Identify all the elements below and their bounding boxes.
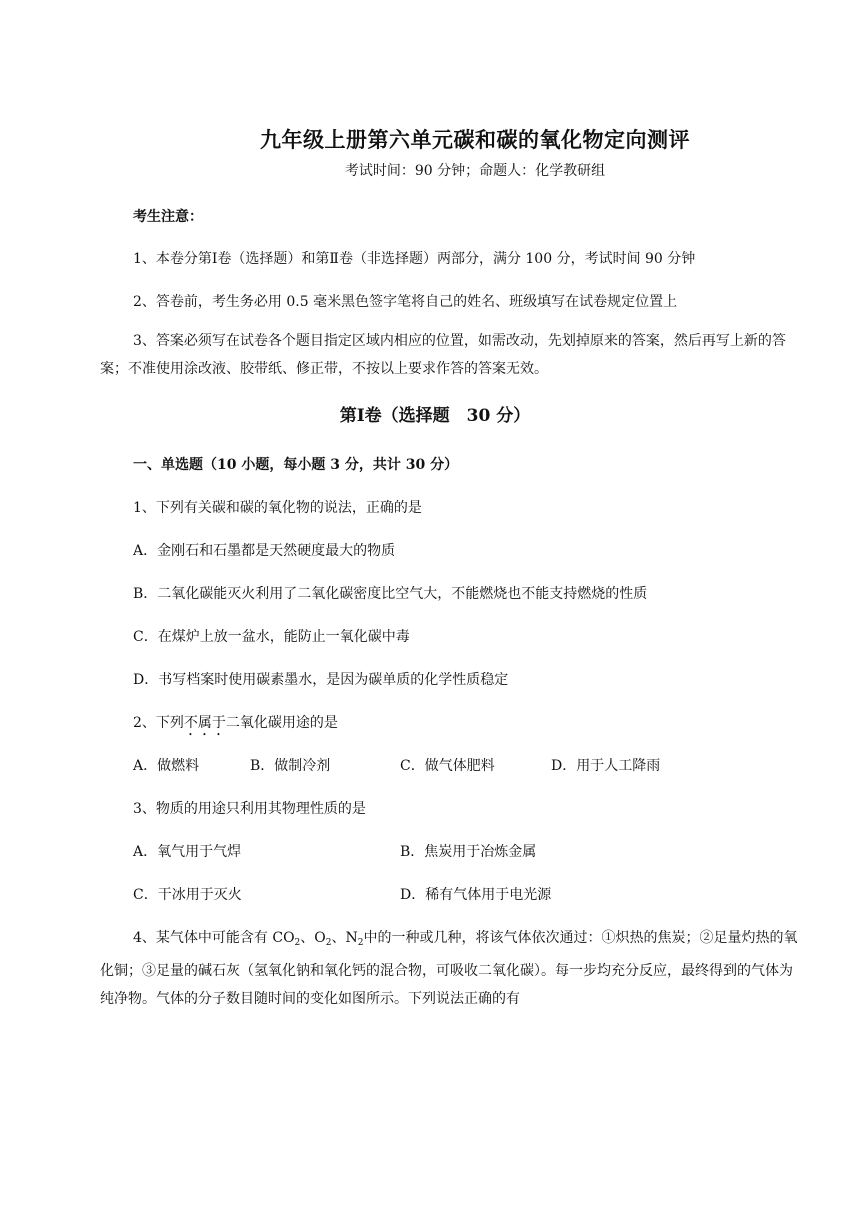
- question-2-stem-pre: 2、下列: [133, 715, 184, 731]
- question-3-option-c: C．干冰用于灭火: [133, 887, 242, 903]
- question-1-option-d: D．书写档案时使用碳素墨水，是因为碳单质的化学性质稳定: [133, 672, 509, 688]
- question-3-option-d: D．稀有气体用于电光源: [400, 887, 552, 903]
- question-2-stem-post: 二氧化碳用途的是: [225, 715, 338, 731]
- question-2-option-d: D．用于人工降雨: [551, 758, 661, 774]
- note-item-2: 2、答卷前，考生务必用 0.5 毫米黑色签字笔将自己的姓名、班级填写在试卷规定位置上: [133, 294, 678, 310]
- notes-heading: 考生注意：: [133, 209, 203, 225]
- question-4-text-b: 、O: [300, 930, 326, 946]
- question-4-sub-a: 2: [294, 938, 301, 948]
- page-title: 九年级上册第六单元碳和碳的氧化物定向测评: [260, 127, 690, 152]
- question-4-sub-c: 2: [357, 938, 364, 948]
- question-4-text-c: 、N: [331, 930, 358, 946]
- question-3-option-a: A．氧气用于气焊: [133, 844, 242, 860]
- page-subtitle: 考试时间：90 分钟；命题人：化学教研组: [344, 163, 606, 179]
- section-title: 第Ⅰ卷（选择题 30 分）: [339, 406, 531, 426]
- question-1-stem: 1、下列有关碳和碳的氧化物的说法，正确的是: [133, 500, 422, 516]
- question-1-option-a: A．金刚石和石墨都是天然硬度最大的物质: [133, 543, 396, 559]
- question-1-option-b: B．二氧化碳能灭火利用了二氧化碳密度比空气大，不能燃烧也不能支持燃烧的性质: [133, 586, 648, 602]
- question-2-option-b: B．做制冷剂: [250, 758, 331, 774]
- question-1-option-c: C．在煤炉上放一盆水，能防止一氧化碳中毒: [133, 629, 410, 645]
- question-3-option-b: B．焦炭用于冶炼金属: [400, 844, 537, 860]
- question-4-text-a: 4、某气体中可能含有 CO: [133, 930, 295, 946]
- question-4-sub-b: 2: [325, 938, 332, 948]
- question-2-option-c: C．做气体肥料: [400, 758, 495, 774]
- part-title: 一、单选题（10 小题，每小题 3 分，共计 30 分）: [133, 457, 459, 473]
- question-2-stem-emphasis: 不属于: [183, 715, 226, 731]
- question-2-option-a: A．做燃料: [133, 758, 200, 774]
- note-item-3: 3、答案必须写在试卷各个题目指定区域内相应的位置，如需改动，先划掉原来的答案，然后再写上新的答案；不准使用涂改液、胶带纸、修正带，不按以上要求作答的答案无效。: [100, 333, 786, 377]
- question-4-text-d: 中的一种或几种，将该气体依次通过：①炽热的焦炭；②足量灼热的氧化铜；③足量的碱石灰（氢氧化钠和氧化钙的混合物，可吸收二氧化碳）。每一步均充分反应，最终得到的气体为纯净物。气体的分子数目随时间的变化如图所示。下列说法正确的有: [100, 930, 798, 1007]
- note-item-1: 1、本卷分第Ⅰ卷（选择题）和第Ⅱ卷（非选择题）两部分，满分 100 分，考试时间 90 分钟: [133, 251, 696, 267]
- question-4-stem: [100, 924, 800, 1013]
- question-2-stem: [133, 712, 338, 739]
- question-3-stem: 3、物质的用途只利用其物理性质的是: [133, 801, 366, 817]
